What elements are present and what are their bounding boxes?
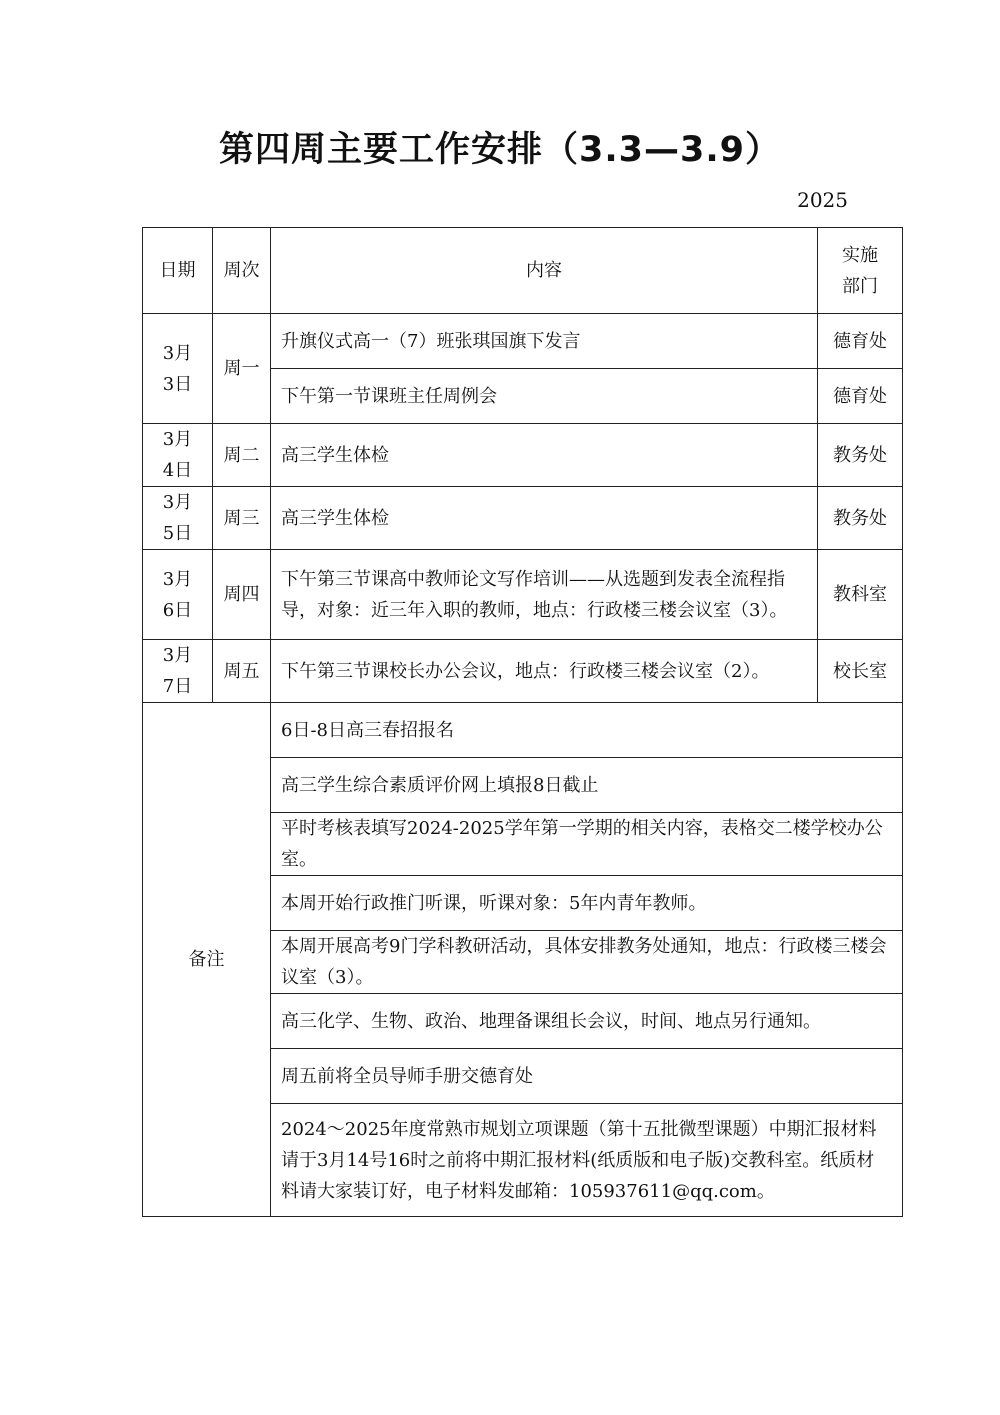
note-row <box>143 703 903 758</box>
weekday-cell: 周五 <box>213 640 271 703</box>
date-cell <box>143 314 213 424</box>
year-label: 2025 <box>797 188 848 212</box>
date-month: 3月 <box>162 645 193 666</box>
dept-cell: 校长室 <box>818 640 903 703</box>
date-day: 3日 <box>162 373 193 395</box>
table-row <box>143 550 903 640</box>
notes-label: 备注 <box>143 703 271 1217</box>
date-month: 3月 <box>162 342 193 364</box>
date-month: 3月 <box>162 429 193 450</box>
schedule-table <box>142 227 903 1217</box>
date-month: 3月 <box>162 568 193 590</box>
content-cell: 下午第一节课班主任周例会 <box>271 369 818 424</box>
note-item: 6日-8日高三春招报名 <box>271 703 903 758</box>
header-content: 内容 <box>271 228 818 314</box>
note-item: 本周开始行政推门听课，听课对象：5年内青年教师。 <box>271 876 903 931</box>
weekday-cell: 周二 <box>213 424 271 487</box>
weekday-cell: 周三 <box>213 487 271 550</box>
header-dept-line1: 实施 <box>842 244 878 266</box>
weekday-cell: 周一 <box>213 314 271 424</box>
date-day: 7日 <box>162 676 193 697</box>
dept-cell: 德育处 <box>818 314 903 369</box>
content-cell: 高三学生体检 <box>271 487 818 550</box>
page-title: 第四周主要工作安排（3.3—3.9） <box>218 130 781 170</box>
table-row <box>143 487 903 550</box>
dept-cell: 教务处 <box>818 424 903 487</box>
content-cell: 升旗仪式高一（7）班张琪国旗下发言 <box>271 314 818 369</box>
note-item: 高三学生综合素质评价网上填报8日截止 <box>271 758 903 813</box>
table-row <box>143 424 903 487</box>
note-item: 本周开展高考9门学科教研活动，具体安排教务处通知，地点：行政楼三楼会议室（3）。 <box>271 931 903 994</box>
content-cell: 下午第三节课高中教师论文写作培训——从选题到发表全流程指导，对象：近三年入职的教师，地点：行政楼三楼会议室（3）。 <box>271 550 818 640</box>
header-row <box>143 228 903 314</box>
dept-cell: 教科室 <box>818 550 903 640</box>
date-day: 5日 <box>162 523 193 544</box>
header-date: 日期 <box>143 228 213 314</box>
header-week: 周次 <box>213 228 271 314</box>
content-cell: 高三学生体检 <box>271 424 818 487</box>
date-day: 6日 <box>162 599 193 621</box>
header-dept-line2: 部门 <box>842 275 878 297</box>
dept-cell: 德育处 <box>818 369 903 424</box>
table-row <box>143 314 903 369</box>
date-cell <box>143 424 213 487</box>
note-item: 周五前将全员导师手册交德育处 <box>271 1049 903 1104</box>
date-day: 4日 <box>162 460 193 481</box>
date-month: 3月 <box>162 492 193 513</box>
note-item: 平时考核表填写2024-2025学年第一学期的相关内容，表格交二楼学校办公室。 <box>271 813 903 876</box>
dept-cell: 教务处 <box>818 487 903 550</box>
header-dept <box>818 228 903 314</box>
note-item: 高三化学、生物、政治、地理备课组长会议，时间、地点另行通知。 <box>271 994 903 1049</box>
note-item: 2024～2025年度常熟市规划立项课题（第十五批微型课题）中期汇报材料请于3月14号16时之前将中期汇报材料(纸质版和电子版)交教科室。纸质材料请大家装订好，电子材料发邮箱：105937611@qq.com。 <box>271 1104 903 1217</box>
date-cell <box>143 550 213 640</box>
weekday-cell: 周四 <box>213 550 271 640</box>
content-cell: 下午第三节课校长办公会议，地点：行政楼三楼会议室（2）。 <box>271 640 818 703</box>
date-cell <box>143 640 213 703</box>
date-cell <box>143 487 213 550</box>
table-row <box>143 640 903 703</box>
